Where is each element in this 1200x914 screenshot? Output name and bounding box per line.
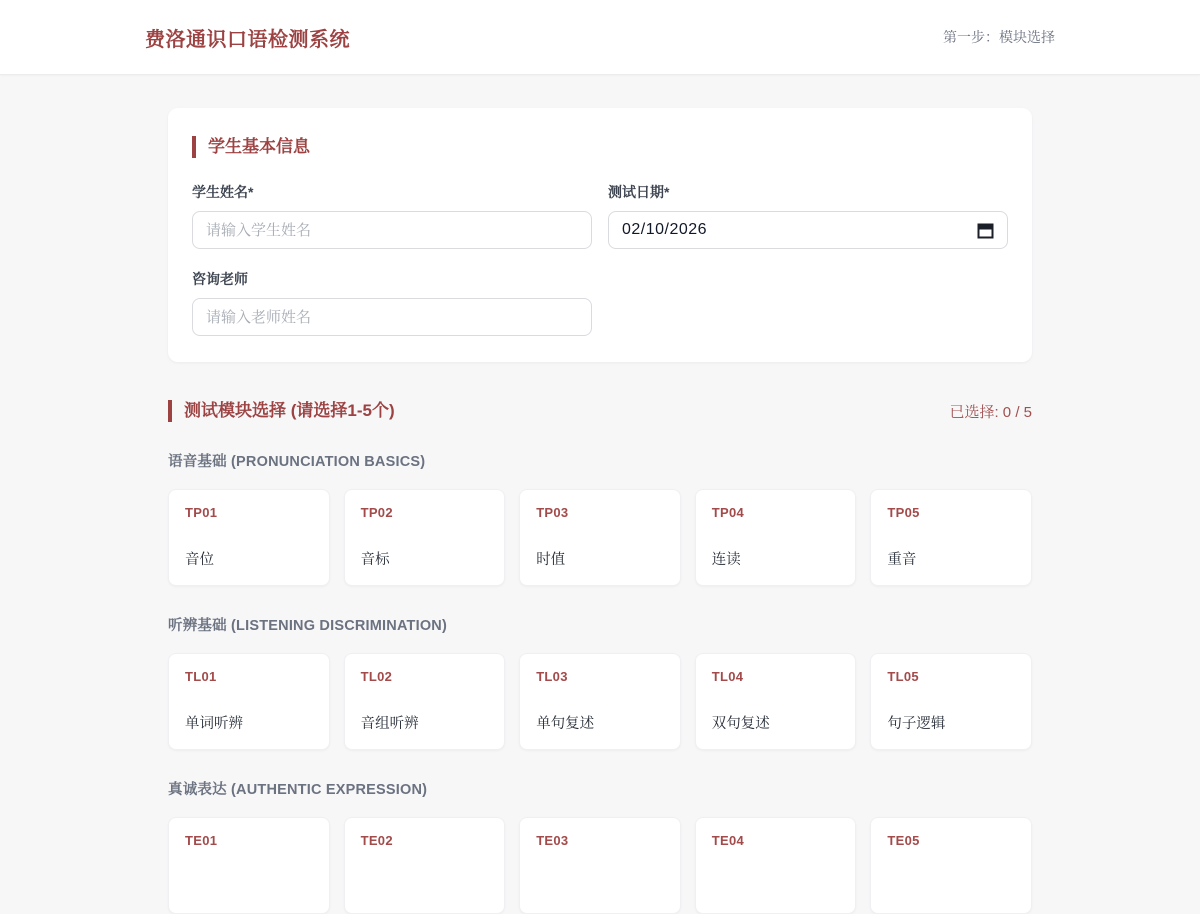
module-card-tp01[interactable] [168,489,330,586]
module-name: 单词听辨 [185,716,243,733]
module-group-title: 听辨基础 (LISTENING DISCRIMINATION) [168,618,448,635]
test-date-label: 测试日期* [608,184,670,201]
module-card-te05[interactable] [870,817,1032,914]
module-card-te02[interactable] [344,817,506,914]
module-code: TP04 [711,505,745,521]
student-info-heading: 学生基本信息 [192,136,1008,158]
module-card-tp03[interactable] [519,489,681,586]
module-code: TE01 [185,833,218,849]
module-code: TP01 [185,505,218,521]
module-card-tp04[interactable] [695,489,857,586]
teacher-input[interactable] [192,298,592,336]
module-section-header [168,400,1032,422]
module-code: TE02 [360,833,393,849]
module-code: TE05 [887,833,920,849]
module-card-tp02[interactable] [344,489,506,586]
test-date-value: 02/10/2026 [622,221,708,239]
student-info-form [192,182,1008,336]
module-section-heading: 测试模块选择 (请选择1-5个) [168,400,395,422]
test-date-field-group [608,182,1008,249]
module-code: TL05 [887,669,919,685]
step-indicator: 第一步：模块选择 [943,29,1055,45]
module-group [168,450,1032,586]
module-groups [168,450,1032,914]
module-card-tl01[interactable] [168,653,330,750]
student-name-input[interactable] [192,211,592,249]
module-card-te01[interactable] [168,817,330,914]
teacher-field-group [192,269,592,336]
teacher-label: 咨询老师 [192,271,248,288]
module-name: 重音 [887,552,917,569]
module-group [168,778,1032,914]
selected-count: 已选择: 0 / 5 [949,403,1032,421]
module-card-grid [168,653,1032,750]
module-name: 句子逻辑 [887,716,946,733]
module-card-tl05[interactable] [870,653,1032,750]
app-header-inner [145,0,1055,74]
module-code: TL02 [360,669,393,685]
module-code: TP05 [887,505,920,521]
module-code: TL03 [536,669,568,685]
module-name: 双句复述 [711,716,770,733]
module-name: 时值 [536,552,566,569]
module-card-tl03[interactable] [519,653,681,750]
module-name: 音组听辨 [360,716,419,733]
module-card-grid [168,817,1032,914]
student-name-label: 学生姓名* [192,184,254,201]
module-group [168,614,1032,750]
module-name: 单句复述 [536,716,595,733]
module-code: TP02 [360,505,393,521]
module-group-title: 真诚表达 (AUTHENTIC EXPRESSION) [168,782,428,799]
module-card-te04[interactable] [695,817,857,914]
calendar-icon[interactable] [977,222,994,239]
test-date-input[interactable] [608,211,1008,249]
module-code: TL04 [711,669,744,685]
module-card-grid [168,489,1032,586]
module-code: TE03 [536,833,569,849]
module-card-tl04[interactable] [695,653,857,750]
main-content [168,108,1032,914]
module-name: 音位 [185,552,214,569]
student-info-panel [168,108,1032,362]
module-name: 连读 [711,552,741,569]
module-card-tp05[interactable] [870,489,1032,586]
module-card-te03[interactable] [519,817,681,914]
app-header [0,0,1200,75]
module-code: TP03 [536,505,569,521]
app-title: 费洛通识口语检测系统 [145,28,350,51]
module-card-tl02[interactable] [344,653,506,750]
module-code: TE04 [711,833,745,849]
student-name-field-group [192,182,592,249]
module-group-title: 语音基础 (PRONUNCIATION BASICS) [168,454,426,471]
module-code: TL01 [185,669,217,685]
module-name: 音标 [360,552,390,569]
